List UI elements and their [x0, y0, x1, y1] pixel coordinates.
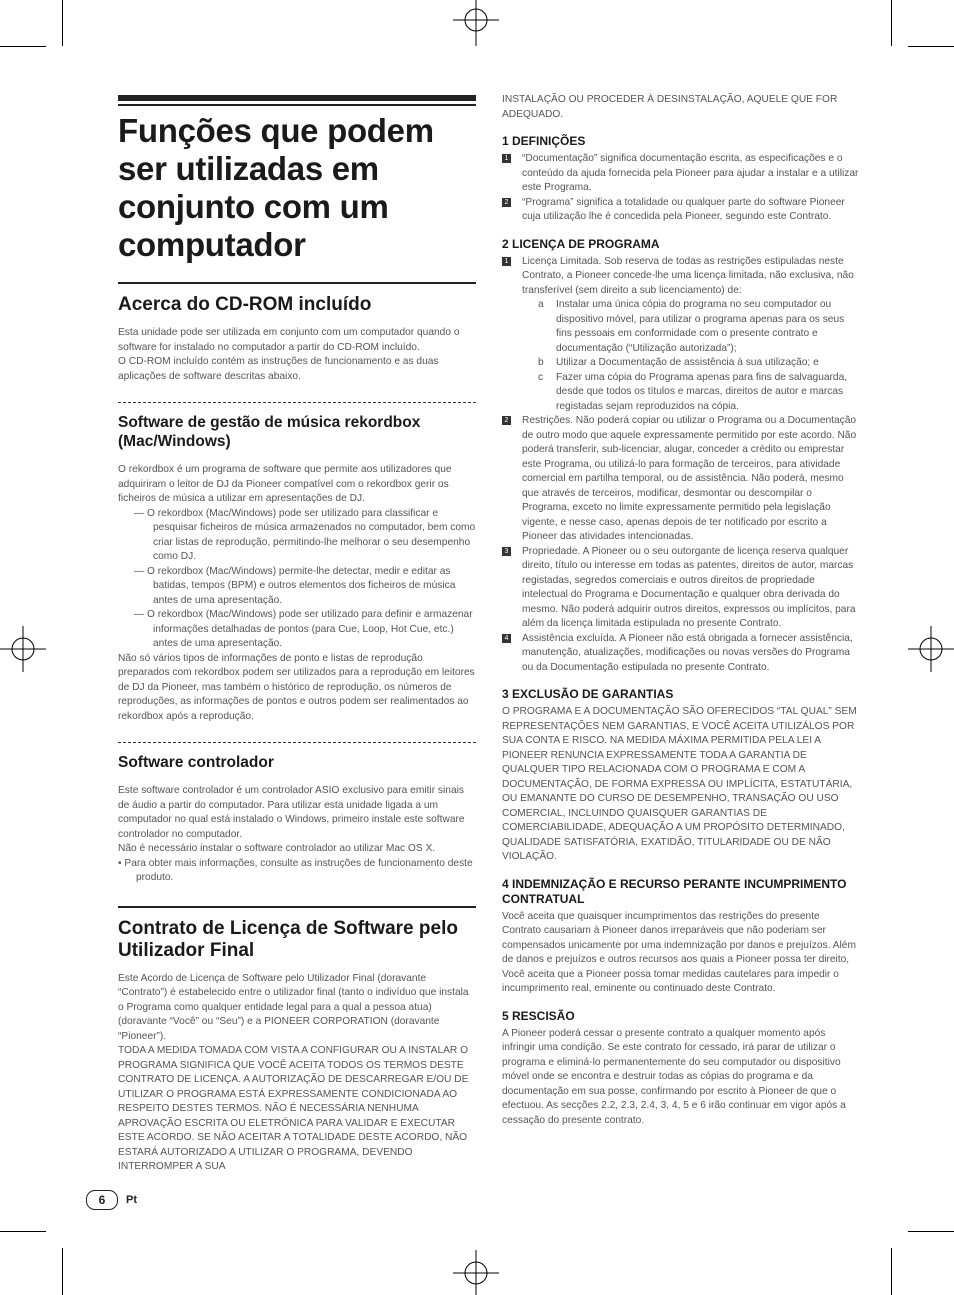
section-heading-eula: Contrato de Licença de Software pelo Utilizador Final — [118, 917, 458, 961]
item-text: Propriedade. A Pioneer ou o seu outorgante de licença reserva qualquer direito, título ou interesse em todas as patentes, direitos de autor, marcas registadas, segredos comerciais e outros direitos de propriedade intelectual do Programa e Documentação e qualquer obra derivada do mesmo. Não poderá adquirir outros direitos, expressos ou implícitos, para além da licença limitada estipulada no presente Contrato. — [522, 545, 856, 629]
subsection-heading-driver: Software controlador — [118, 754, 274, 771]
clause-heading-3: 3 EXCLUSÃO DE GARANTIAS — [502, 687, 674, 701]
item-text: Assistência excluída. A Pioneer não está obrigada a fornecer assistência, manutenção, atualizações, modificações ou novas versões do Programa ou da Documentação estipulada no presente Contrato. — [522, 632, 853, 673]
right-column — [502, 93, 860, 1128]
number-box: 3 — [502, 547, 511, 556]
page-title: Funções que podem ser utilizadas em conjunto com um computador — [118, 112, 434, 263]
registration-mark — [908, 626, 954, 672]
item-text: Utilizar a Documentação de assistência à sua utilização; e — [556, 357, 819, 368]
crop-mark — [62, 0, 63, 46]
clause-heading-4: 4 INDEMNIZAÇÃO E RECURSO PERANTE INCUMPRIMENTO CONTRATUAL — [502, 876, 847, 906]
title-rule — [118, 95, 476, 101]
number-box: 2 — [502, 416, 511, 425]
section-heading-cdrom: Acerca do CD-ROM incluído — [118, 294, 372, 315]
numbered-item — [502, 632, 860, 676]
list-item: — O rekordbox (Mac/Windows) pode ser utilizado para classificar e pesquisar ficheiros de música armazenados no computador, bem como criar listas de reprodução, permitindo-lhe melhorar o seu desempenho como DJ. — [134, 507, 476, 562]
crop-mark — [62, 1248, 63, 1295]
item-text: Fazer uma cópia do Programa apenas para fins de salvaguarda, desde que todos os títulos e marcas, direitos de autor e marcas registadas sejam reproduzidos na cópia. — [556, 371, 848, 412]
title-rule — [118, 104, 476, 106]
registration-mark — [0, 626, 46, 672]
paragraph: Não é necessário instalar o software controlador ao utilizar Mac OS X. — [118, 843, 436, 854]
item-text: Instalar uma única cópia do programa no seu computador ou dispositivo móvel, para utilizar o programa apenas para os seus fins pessoais em conformidade com o presente contrato e documentação (“Utilização autorizada”); — [556, 299, 845, 354]
paragraph: A Pioneer poderá cessar o presente contrato a qualquer momento após infringir uma condição. Se este contrato for cessado, irá parar de utilizar o programa e eliminá-lo permanentemente do seu computador ou dispositivo móvel onde se encontra e destruir todas as cópias do programa e da documentação em sua posse, confirmando por escrito à Pioneer de que o efectuou. As secções 2.2, 2.3, 2.4, 3, 4, 5 e 6 irão continuar em vigor após a cessação do presente contrato. — [502, 1027, 846, 1126]
number-box: 4 — [502, 634, 511, 643]
crop-mark — [891, 1248, 892, 1295]
paragraph: Este software controlador é um controlador ASIO exclusivo para emitir sinais de áudio a partir do computador. Para utilizar esta unidade ligada a um computador no qual está instalado o Windows, primeiro instale este software controlador no computador. — [118, 785, 465, 840]
number-box: 1 — [502, 154, 511, 163]
numbered-item — [502, 196, 860, 225]
item-letter: b — [538, 357, 544, 368]
section-rule — [118, 282, 476, 284]
numbered-item — [502, 255, 860, 299]
paragraph: O PROGRAMA E A DOCUMENTAÇÃO SÃO OFERECIDOS “TAL QUAL” SEM REPRESENTAÇÕES NEM GARANTIAS, E VOCÊ ACEITA UTILIZÁLOS POR SUA CONTA E RISCO. NA MEDIDA MÁXIMA PERMITIDA PELA LEI A PIONEER RENUNCIA EXPRESSAMENTE TODA A GARANTIA DE QUALQUER TIPO RELACIONADA COM O PROGRAMA E COM A DOCUMENTAÇÃO, DE FORMA EXPRESSA OU IMPLÍCITA, ESTATUTÁRIA, OU EMANANTE DO CURSO DE DESEMPENHO, TRANSAÇÃO OU USO COMERCIAL, INCLUINDO QUAISQUER GARANTIAS DE COMERCIABILIDADE, ADEQUAÇÃO A UM PROPÓSITO DETERMINADO, QUALIDADE SATISFATÓRIA, EXATIDÃO, TITULARIDADE OU DE NÃO VIOLAÇÃO. — [502, 706, 857, 862]
paragraph: O rekordbox é um programa de software que permite aos utilizadores que adquiriram o leitor de DJ da Pioneer compatível com o rekordbox gerir os ficheiros de música a utilizar em apresentações de DJ. — [118, 464, 452, 504]
list-item: — O rekordbox (Mac/Windows) pode ser utilizado para definir e armazenar informações detalhadas de pontos (para Cue, Loop, Hot Cue, etc.) antes de uma apresentação. — [134, 609, 473, 649]
item-text: Licença Limitada. Sob reserva de todas as restrições estipuladas neste Contrato, a Pioneer concede-lhe uma licença limitada, não exclusiva, não transferível (sem direito a sub licenciamento) de: — [522, 255, 854, 296]
item-letter: c — [538, 371, 544, 383]
page-footer — [86, 1190, 137, 1210]
dashed-rule — [118, 742, 476, 743]
paragraph: O CD-ROM incluído contém as instruções de funcionamento e as duas aplicações de software descritas abaixo. — [118, 356, 439, 382]
page-number: 6 — [86, 1190, 118, 1210]
clause-heading-1: 1 DEFINIÇÕES — [502, 134, 586, 148]
clause-heading-2: 2 LICENÇA DE PROGRAMA — [502, 236, 660, 251]
paragraph: Esta unidade pode ser utilizada em conjunto com um computador quando o software for instalado no computador a partir do CD-ROM incluído. — [118, 327, 460, 353]
left-column — [118, 95, 476, 1175]
paragraph: Este Acordo de Licença de Software pelo Utilizador Final (doravante “Contrato”) é estabelecido entre o utilizador final (tanto o indivíduo que instala o Programa como qualquer entidade legal para a qual a pessoa atua) (doravante “Você” ou “Seu”) e a PIONEER CORPORATION (doravante “Pioneer”). — [118, 972, 469, 1042]
subsection-heading-rekordbox: Software de gestão de música rekordbox (Mac/Windows) — [118, 414, 421, 450]
crop-mark — [0, 1231, 46, 1232]
registration-mark — [453, 1250, 499, 1295]
paragraph: TODA A MEDIDA TOMADA COM VISTA A CONFIGURAR OU A INSTALAR O PROGRAMA SIGNIFICA QUE VOCÊ ACEITA TODOS OS TERMOS DESTE CONTRATO DE LICENÇA. A AUTORIZAÇÃO DE DESCARREGAR E/OU DE UTILIZAR O PROGRAMA ESTÁ EXPRESSAMENTE CONDICIONADA AO RESPEITO DESTES TERMOS. NÃO É NECESSÁRIA NENHUMA APROVAÇÃO ESCRITA OU ELETRÓNICA PARA VALIDAR E EXECUTAR ESTE ACORDO. SE NÃO ACEITAR A TOTALIDADE DESTE ACORDO, NÃO ESTARÁ AUTORIZADO A UTILIZAR O PROGRAMA, DEVENDO INTERROMPER A SUA — [118, 1045, 469, 1172]
item-text: Restrições. Não poderá copiar ou utilizar o Programa ou a Documentação de outro modo que aquele expressamente permitido por este acordo. Não poderá transferir, sub-licenciar, alugar, conceder a crédito ou emprestar este Programa, ou utilizá-lo para formação de terceiros, para atividade comercial em partilha temporal, ou de assistência. Não poderá, mesmo que através de terceiros, modificar, desmontar ou descompilar o Programa, exceto no limite expressamente permitido pela legislação vigente, e nesse caso, apenas depois de ter notificado por escrito a Pioneer das atividades intencionadas. — [522, 415, 857, 542]
number-box: 1 — [502, 257, 511, 266]
lettered-item — [502, 371, 860, 415]
registration-mark — [453, 0, 499, 46]
paragraph: INSTALAÇÃO OU PROCEDER À DESINSTALAÇÃO, AQUELE QUE FOR ADEQUADO. — [502, 94, 838, 120]
item-text: “Programa” significa a totalidade ou qualquer parte do software Pioneer cuja utilização lhe é concedida pela Pioneer, segundo este Contrato. — [522, 196, 845, 222]
crop-mark — [891, 0, 892, 46]
item-text: “Documentação” significa documentação escrita, as especificações e o conteúdo da ajuda fornecida pela Pioneer para ajudar a instalar e a utilizar este Programa. — [522, 153, 859, 193]
bullet-item: • Para obter mais informações, consulte as instruções de funcionamento deste produto. — [118, 857, 473, 883]
dashed-rule — [118, 402, 476, 403]
crop-mark — [908, 1231, 954, 1232]
lettered-item — [502, 356, 860, 371]
number-box: 2 — [502, 198, 511, 207]
crop-mark — [908, 46, 954, 47]
crop-mark — [0, 46, 46, 47]
numbered-item — [502, 152, 860, 196]
numbered-item — [502, 414, 860, 545]
clause-heading-5: 5 RESCISÃO — [502, 1008, 575, 1023]
section-rule — [118, 906, 476, 908]
list-item: — O rekordbox (Mac/Windows) permite-lhe detectar, medir e editar as batidas, tempos (BPM) e outros elementos dos ficheiros de música antes de uma apresentação. — [134, 565, 456, 606]
paragraph: Não só vários tipos de informações de ponto e listas de reprodução preparados com rekordbox podem ser utilizados para a reprodução em leitores de DJ da Pioneer, mas também o histórico de reprodução, os números de reproduções, as informações de pontos e outros podem ser realimentados ao rekordbox após a reprodução. — [118, 652, 475, 722]
paragraph: Você aceita que quaisquer incumprimentos das restrições do presente Contrato causariam à Pioneer danos irreparáveis que não poderiam ser compensados unicamente por uma indemnização por danos e prejuízos. Além de danos e prejuízos e outros recursos aos quais a Pioneer possa ter direito, Você aceita que a Pioneer possa tomar medidas cautelares para impedir o incumprimento real, eminente ou continuado deste Contrato. — [502, 910, 856, 994]
lettered-item — [502, 298, 860, 356]
language-code: Pt — [126, 1194, 137, 1206]
item-letter: a — [538, 299, 544, 310]
numbered-item — [502, 545, 860, 632]
